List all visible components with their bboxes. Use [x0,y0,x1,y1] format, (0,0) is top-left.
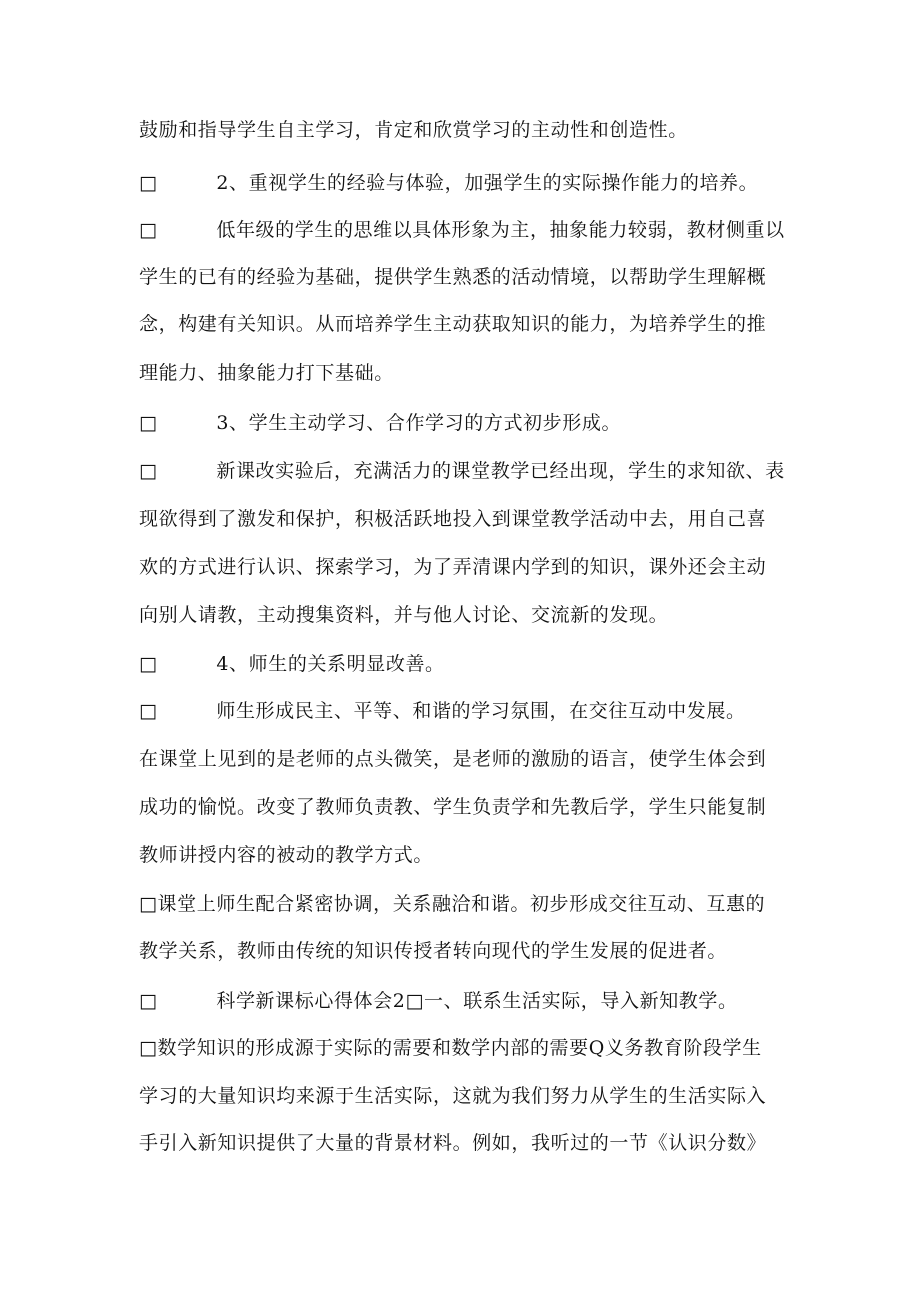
text-line: 念，构建有关知识。从而培养学生主动获取知识的能力，为培养学生的推 [139,313,767,335]
text-line: 欢的方式进行认识、探索学习，为了弄清课内学到的知识，课外还会主动 [139,556,767,578]
text-line: 鼓励和指导学生自主学习，肯定和欣赏学习的主动性和创造性。 [139,119,688,141]
text-line: □数学知识的形成源于实际的需要和数学内部的需要Q义务教育阶段学生 [139,1037,762,1059]
text-line: 在课堂上见到的是老师的点头微笑，是老师的激励的语言，使学生体会到 [139,748,767,770]
text-line: 理能力、抽象能力打下基础。 [139,362,394,384]
text-line: 学生的已有的经验为基础，提供学生熟悉的活动情境，以帮助学生理解概 [139,266,767,288]
text-line: 成功的愉悦。改变了教师负责教、学生负责学和先教后学，学生只能复制 [139,796,767,818]
text-line: □ 4、师生的关系明显改善。 [139,653,445,675]
text-line: 学习的大量知识均来源于生活实际，这就为我们努力从学生的生活实际入 [139,1085,767,1107]
text-line: □课堂上师生配合紧密协调，关系融洽和谐。初步形成交往互动、互惠的 [139,893,766,915]
text-line: 教学关系，教师由传统的知识传授者转向现代的学生发展的促进者。 [139,940,728,962]
text-line: 现欲得到了激发和保护，积极活跃地投入到课堂教学活动中去，用自己喜 [139,508,767,530]
text-line: 向别人请教，主动搜集资料，并与他人讨论、交流新的发现。 [139,604,669,626]
text-line: 手引入新知识提供了大量的背景材料。例如，我听过的一节《认识分数》 [139,1132,767,1154]
text-line: □ 科学新课标心得体会2□一、联系生活实际，导入新知教学。 [139,990,738,1012]
text-line: □ 新课改实验后，充满活力的课堂教学已经出现，学生的求知欲、表 [139,460,785,482]
text-line: □ 3、学生主动学习、合作学习的方式初步形成。 [139,412,622,434]
text-line: □ 2、重视学生的经验与体验，加强学生的实际操作能力的培养。 [139,172,759,194]
text-line: □ 师生形成民主、平等、和谐的学习氛围，在交往互动中发展。 [139,700,746,722]
text-line: □ 低年级的学生的思维以具体形象为主，抽象能力较弱，教材侧重以 [139,219,785,241]
text-line: 教师讲授内容的被动的教学方式。 [139,844,434,866]
